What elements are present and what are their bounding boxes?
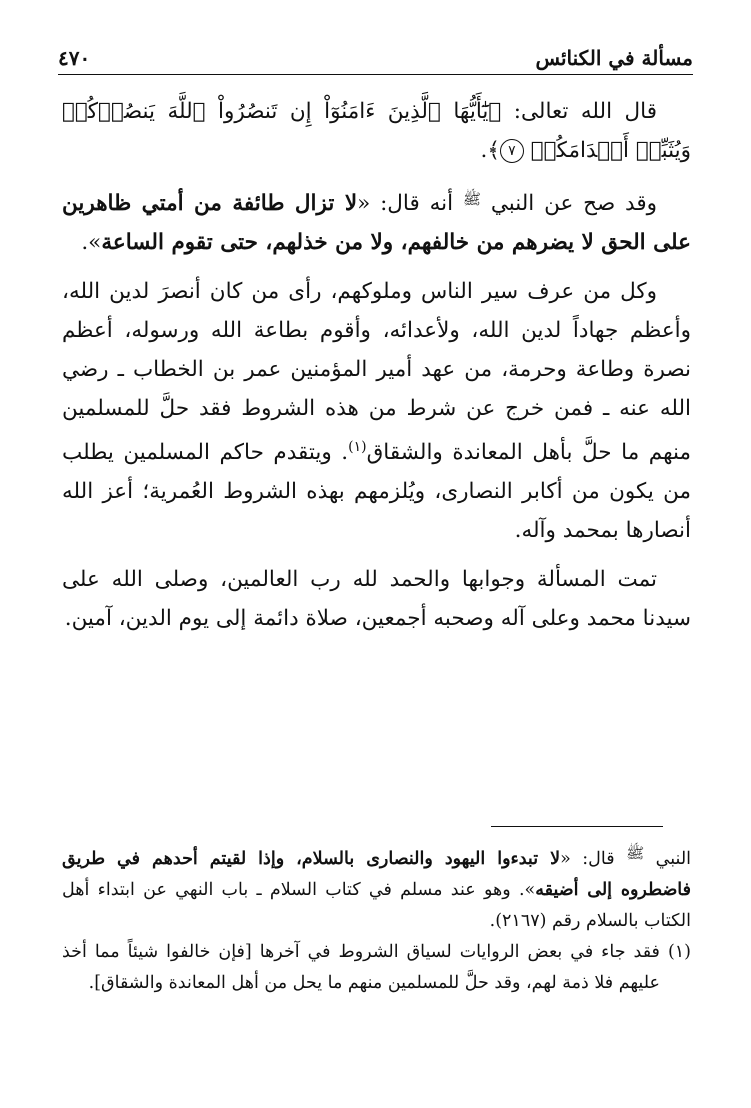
page-header bbox=[58, 38, 693, 75]
history-text-1: وكل من عرف سير الناس وملوكهم، رأى من كان أنصرَ لدين الله، وأعظم جهاداً لدين الله، ولأعدائه، وأقوم بطاعة الله ورسوله، أعظم نصرة وطاعة وحرمة، من عهد أمير المؤمنين عمر بن الخطاب ـ رضي الله عنه ـ فمن خرج عن شرط من هذه الشروط فقد حلَّ للمسلمين منهم ما حلَّ بأهل المعاندة والشقاق bbox=[62, 279, 691, 465]
footnote-divider bbox=[491, 826, 663, 827]
closing-paragraph bbox=[62, 560, 691, 638]
quran-intro: قال الله تعالى: bbox=[501, 99, 657, 124]
footnotes-section bbox=[62, 838, 691, 999]
footnote-continuation bbox=[62, 838, 691, 937]
page-number: ٤٧٠ bbox=[58, 46, 91, 70]
footnote-1-number: (١) bbox=[667, 942, 691, 962]
hadith-said: أنه قال: « bbox=[357, 191, 463, 216]
closing-text: تمت المسألة وجوابها والحمد لله رب العالمين، وصلى الله على سيدنا محمد وعلى آله وصحبه أجمعين، صلاة دائمة إلى يوم الدين، آمين. bbox=[62, 567, 691, 631]
footnote-reference[interactable]: (١) bbox=[348, 439, 367, 455]
quran-close: ﴾. bbox=[480, 138, 500, 163]
footnote-cont-lead: النبي bbox=[644, 849, 692, 869]
hadith-text: لا تزال طائفة من أمتي ظاهرين على الحق لا يضرهم من خالفهم، ولا من خذلهم، حتى تقوم الساعة bbox=[62, 191, 691, 255]
salutation-symbol: ﷺ bbox=[462, 190, 482, 208]
hadith-intro: وقد صح عن النبي bbox=[481, 191, 657, 216]
footnote-1-text: فقد جاء في بعض الروايات لسياق الشروط في آخرها [فإن خالفوا شيئاً مما أخذ عليهم فلا ذمة لهم، وقد حلَّ للمسلمين منهم ما يحل من أهل المعاندة والشقاق]. bbox=[62, 942, 660, 993]
ayah-number-marker: ٧ bbox=[500, 139, 524, 163]
history-paragraph bbox=[62, 272, 691, 550]
hadith-paragraph bbox=[62, 180, 691, 262]
main-text bbox=[62, 92, 691, 648]
quran-verse: ﴿يَٰٓأَيُّهَا ٱلَّذِينَ ءَامَنُوٓاْ إِن تَنصُرُواْ ٱللَّهَ يَنصُرۡكُمۡ وَيُثَبِّتۡ أَقۡدَامَكُمۡ bbox=[62, 99, 691, 163]
footnote-hadith-text: لا تبدءوا اليهود والنصارى بالسلام، وإذا لقيتم أحدهم في طريق فاضطروه إلى أضيقه bbox=[62, 849, 692, 900]
hadith-close: ». bbox=[81, 230, 102, 255]
footnote-cont-said: قال: « bbox=[560, 849, 627, 869]
footnote-salutation-symbol: ﷺ bbox=[626, 844, 645, 862]
quran-paragraph bbox=[62, 92, 691, 170]
history-text-2: . ويتقدم حاكم المسلمين يطلب من يكون من أكابر النصارى، ويُلزمهم بهذه الشروط العُمرية؛ أعز الله أنصارها بمحمد وآله. bbox=[62, 440, 691, 543]
footnote-cont-end: ». وهو عند مسلم في كتاب السلام ـ باب النهي عن ابتداء أهل الكتاب بالسلام رقم (٢١٦٧). bbox=[62, 880, 691, 931]
footnote-1 bbox=[62, 937, 691, 999]
running-title: مسألة في الكنائس bbox=[535, 46, 693, 70]
